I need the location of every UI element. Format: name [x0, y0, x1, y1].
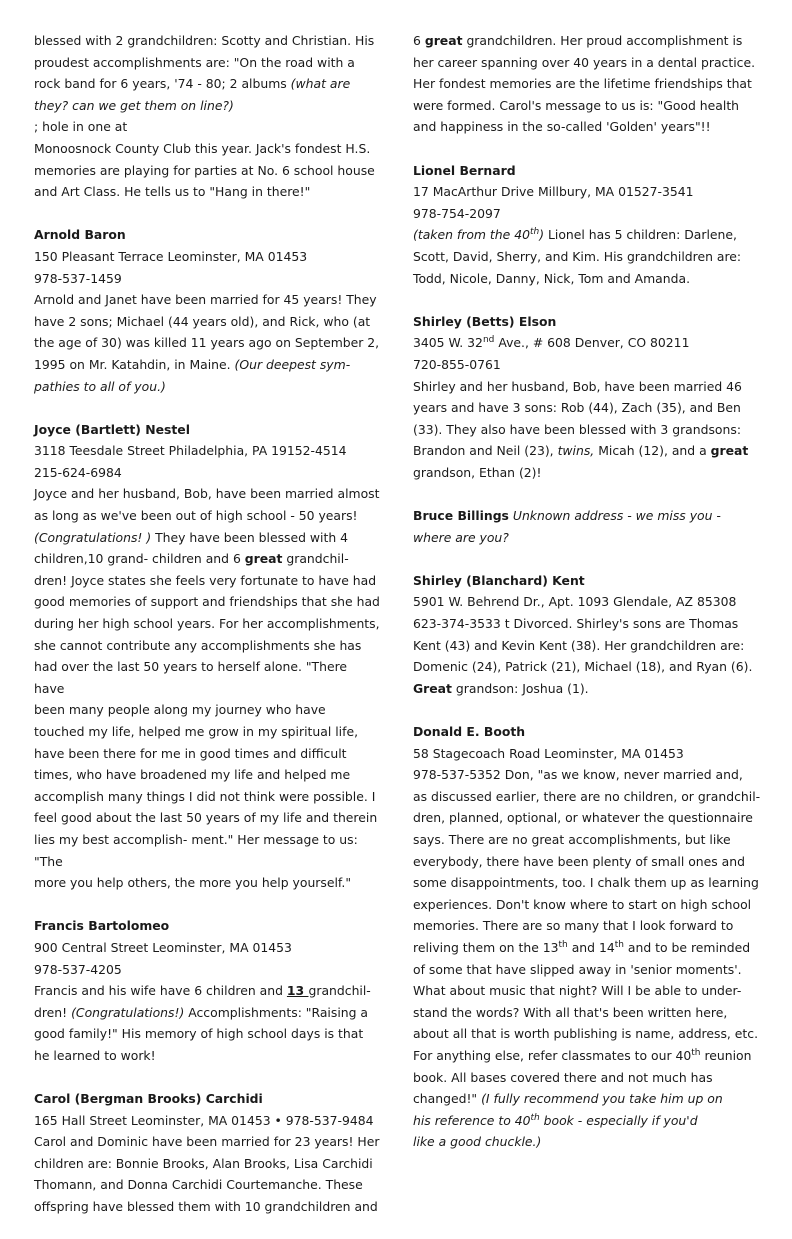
entry-donald-booth: [413, 721, 765, 1153]
text-line: good memories of support and friendships that she had: [34, 594, 380, 610]
text-line: 1995 on Mr. Katahdin, in Maine. (Our deepest sym-: [34, 356, 351, 372]
text-line: Carol and Dominic have been married for 23 years! Her: [34, 1134, 380, 1150]
text-line: have 2 sons; Michael (44 years old), and Rick, who (at: [34, 313, 371, 329]
text-line: (taken from the 40th) Lionel has 5 children: Darlene,: [413, 227, 737, 243]
text-line: Arnold and Janet have been married for 45 years! They: [34, 292, 377, 308]
text-line: about all that is worth publishing is name, address, etc.: [413, 1026, 759, 1042]
text-line: Kent (43) and Kevin Kent (38). Her grandchildren are:: [413, 637, 745, 653]
text-line: Bruce Billings Unknown address - we miss you -: [413, 508, 721, 524]
left-column: [34, 30, 380, 1239]
text-line: changed!" (I fully recommend you take him up on: [413, 1091, 723, 1107]
text-line: Francis and his wife have 6 children and 13 grandchil-: [34, 983, 371, 999]
text-line: dren! (Congratulations!) Accomplishments: "Raising a: [34, 1004, 369, 1020]
text-line: feel good about the last 50 years of my life and therein: [34, 810, 378, 826]
entry-lionel-bernard: [413, 160, 765, 290]
text-line: of some that have slipped away in 'senior moments'.: [413, 961, 742, 977]
text-line: lies my best accomplish- ment." Her message to us: "The: [34, 831, 358, 869]
entry-shirley-elson: [413, 311, 765, 484]
text-line: dren, planned, optional, or whatever the questionnaire: [413, 810, 753, 826]
text-line: 6 great grandchildren. Her proud accomplishment is: [413, 33, 743, 48]
text-line: children are: Bonnie Brooks, Alan Brooks, Lisa Carchidi: [34, 1155, 373, 1171]
classmate-phone: 978-754-2097: [413, 205, 501, 221]
classmate-address: 150 Pleasant Terrace Leominster, MA 01453: [34, 248, 308, 264]
text-line: everybody, there have been plenty of small ones and: [413, 853, 745, 869]
text-line: he learned to work!: [34, 1047, 156, 1063]
right-column: [413, 30, 765, 1174]
classmate-name: Joyce (Bartlett) Nestel: [34, 421, 190, 437]
text-line: Brandon and Neil (23), twins, Micah (12), and a great: [413, 443, 749, 459]
entry-shirley-kent: [413, 570, 765, 700]
entry-francis-bartolomeo: [34, 915, 380, 1066]
text-line: and Art Class. He tells us to "Hang in there!": [34, 184, 311, 200]
text-line: Thomann, and Donna Carchidi Courtemanche. These: [34, 1177, 363, 1193]
classmate-name: Arnold Baron: [34, 227, 126, 243]
text-line: touched my life, helped me grow in my spiritual life,: [34, 724, 359, 739]
text-line: offspring have blessed them with 10 grandchildren and: [34, 1199, 378, 1215]
text-line: and happiness in the so-called 'Golden' years"!!: [413, 119, 711, 135]
classmate-name: Francis Bartolomeo: [34, 918, 170, 934]
text-line: Todd, Nicole, Danny, Nick, Tom and Amanda.: [413, 270, 691, 286]
text-line: says. There are no great accomplishments, but like: [413, 831, 731, 847]
text-line: like a good chuckle.): [413, 1134, 542, 1150]
text-line: Shirley and her husband, Bob, have been married 46: [413, 378, 742, 394]
text-line: times, who have broadened my life and helped me: [34, 767, 351, 783]
classmate-address: 165 Hall Street Leominster, MA 01453 • 978-537-9484: [34, 1112, 374, 1128]
text-line: grandson, Ethan (2)!: [413, 464, 542, 480]
text-line: 978-537-5352 Don, "as we know, never married and,: [413, 767, 743, 783]
text-line: were formed. Carol's message to us is: "Good health: [413, 97, 740, 113]
text-line: she cannot contribute any accomplishments she has: [34, 637, 362, 653]
classmate-name: Shirley (Betts) Elson: [413, 313, 557, 329]
text-line: been many people along my journey who have: [34, 702, 326, 718]
text-line: Great grandson: Joshua (1).: [413, 680, 589, 696]
text-line: during her high school years. For her accomplishments,: [34, 616, 380, 632]
classmate-address: 900 Central Street Leominster, MA 01453: [34, 939, 292, 955]
text-line: Joyce and her husband, Bob, have been married almost: [34, 486, 380, 502]
text-line: 623-374-3533 t Divorced. Shirley's sons are Thomas: [413, 616, 739, 632]
text-line: her career spanning over 40 years in a dental practice.: [413, 54, 756, 70]
text-line: (Congratulations! ) They have been blessed with 4: [34, 529, 349, 545]
text-line: years and have 3 sons: Rob (44), Zach (35), and Ben: [413, 400, 741, 416]
text-line: What about music that night? Will I be able to under-: [413, 983, 742, 999]
text-line: memories are playing for parties at No. 6 school house: [34, 162, 375, 178]
text-line: pathies to all of you.): [34, 378, 166, 394]
entry-carol-continued: [413, 30, 765, 138]
classmate-name: Donald E. Booth: [413, 724, 526, 739]
classmate-name: Shirley (Blanchard) Kent: [413, 572, 585, 588]
entry-carol-carchidi: [34, 1088, 380, 1218]
text-line: Domenic (24), Patrick (21), Michael (18), and Ryan (6).: [413, 659, 753, 675]
text-line: reliving them on the 13th and 14th and to be reminded: [413, 939, 751, 955]
text-line: For anything else, refer classmates to our 40th reunion: [413, 1047, 752, 1063]
text-line: have been there for me in good times and difficult: [34, 745, 347, 761]
text-line: (33). They also have been blessed with 3 grandsons:: [413, 421, 741, 437]
text-line: accomplish many things I did not think were possible. I: [34, 788, 376, 804]
text-line: dren! Joyce states she feels very fortunate to have had: [34, 572, 377, 588]
classmate-address: 58 Stagecoach Road Leominster, MA 01453: [413, 745, 684, 761]
classmate-address: 17 MacArthur Drive Millbury, MA 01527-3541: [413, 184, 694, 200]
text-line: as long as we've been out of high school - 50 years!: [34, 508, 358, 524]
entry-jack-continued: [34, 30, 380, 203]
classmate-phone: 978-537-1459: [34, 270, 122, 286]
classmate-address: 3118 Teesdale Street Philadelphia, PA 19152-4514: [34, 443, 347, 459]
text-line: Her fondest memories are the lifetime friendships that: [413, 76, 752, 92]
classmate-name: Carol (Bergman Brooks) Carchidi: [34, 1091, 263, 1107]
classmate-name: Lionel Bernard: [413, 162, 516, 178]
classmate-phone: 978-537-4205: [34, 961, 122, 977]
classmate-name: Bruce Billings: [413, 508, 509, 524]
text-line: some disappointments, too. I chalk them up as learning: [413, 875, 759, 891]
text-line: blessed with 2 grandchildren: Scotty and Christian. His: [34, 33, 375, 48]
text-line: good family!" His memory of high school days is that: [34, 1026, 364, 1042]
text-line: the age of 30) was killed 11 years ago on September 2,: [34, 335, 380, 351]
text-line: Monoosnock County Club this year. Jack's fondest H.S.: [34, 140, 371, 156]
text-line: his reference to 40th book - especially if you'd: [413, 1112, 698, 1128]
text-line: as discussed earlier, there are no children, or grandchil-: [413, 788, 761, 804]
entry-bruce-billings: [413, 505, 765, 548]
text-line: memories. There are so many that I look forward to: [413, 918, 734, 934]
text-line: more you help others, the more you help yourself.": [34, 875, 352, 891]
text-line: ; hole in one at: [34, 119, 128, 135]
text-line: book. All bases covered there and not much has: [413, 1069, 713, 1085]
text-line: children,10 grand- children and 6 great grandchil-: [34, 551, 349, 567]
text-line: rock band for 6 years, '74 - 80; 2 albums (what are they? can we get them on line?): [34, 76, 351, 113]
text-line: proudest accomplishments are: "On the road with a: [34, 54, 355, 70]
text-line: had over the last 50 years to herself alone. "There have: [34, 659, 348, 696]
classmate-phone: 720-855-0761: [413, 356, 501, 372]
entry-arnold-baron: [34, 224, 380, 397]
text-line: stand the words? With all that's been written here,: [413, 1004, 728, 1020]
classmate-address: 3405 W. 32nd Ave., # 608 Denver, CO 80211: [413, 335, 690, 351]
classmate-phone: 215-624-6984: [34, 464, 122, 480]
classmate-address: 5901 W. Behrend Dr., Apt. 1093 Glendale, AZ 85308: [413, 594, 737, 610]
text-line: experiences. Don't know where to start on high school: [413, 896, 752, 912]
text-line: Scott, David, Sherry, and Kim. His grandchildren are:: [413, 248, 742, 264]
entry-joyce-nestel: [34, 419, 380, 894]
text-line: where are you?: [413, 529, 509, 545]
